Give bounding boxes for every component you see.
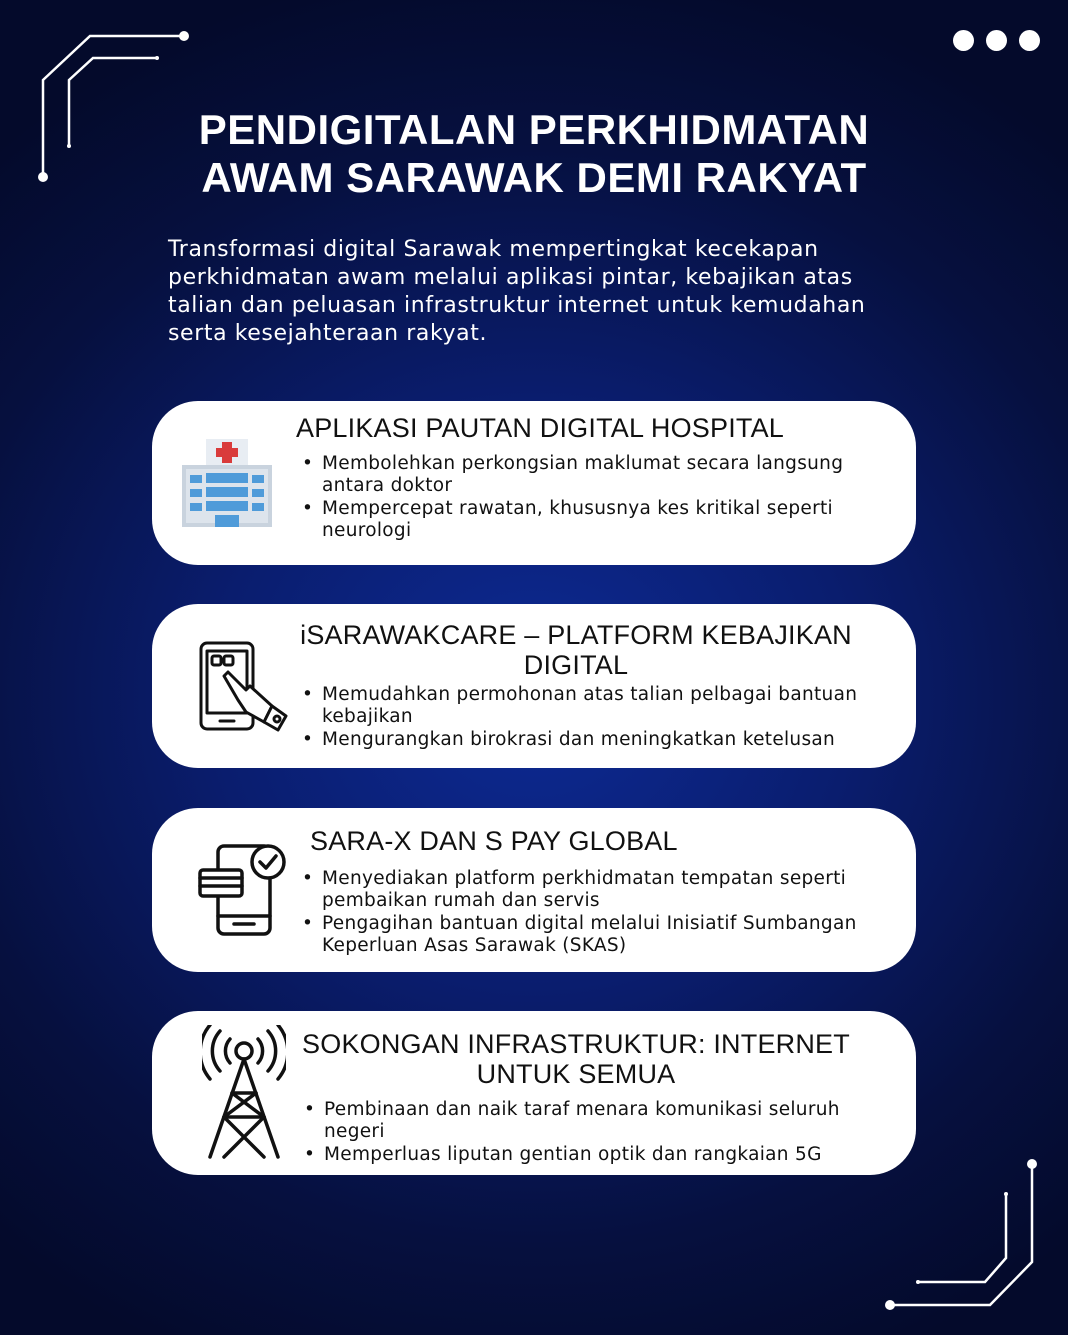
bullet-list: [302, 684, 857, 752]
card-infrastructure: [152, 1011, 916, 1175]
hospital-icon: [182, 437, 272, 529]
title-line: AWAM SARAWAK DEMI RAKYAT: [201, 154, 867, 201]
card-isarawakcare: [152, 604, 916, 768]
bullet-line: • Menyediakan platform perkhidmatan tempatan seperti: [322, 868, 847, 889]
list-item: [302, 453, 843, 497]
more-dots-icon: [953, 30, 1040, 51]
list-item: [302, 868, 857, 912]
intro-paragraph: [168, 236, 928, 348]
card-hospital-app: [152, 401, 916, 565]
list-item: [302, 498, 843, 542]
bullet-line: pembaikan rumah dan servis: [322, 890, 600, 911]
list-item: [302, 913, 857, 957]
card-title: [296, 1029, 856, 1089]
card-title-line: SOKONGAN INFRASTRUKTUR: INTERNET: [302, 1029, 850, 1059]
bullet-line: Keperluan Asas Sarawak (SKAS): [322, 935, 627, 956]
bullet-line: • Mempercepat rawatan, khususnya kes kritikal seperti: [322, 498, 833, 519]
page-title: [0, 106, 1068, 202]
bullet-list: [304, 1099, 840, 1167]
list-item: [304, 1099, 840, 1143]
bullet-list: [302, 453, 843, 543]
card-title-line: DIGITAL: [523, 650, 629, 680]
bullet-line: • Memperluas liputan gentian optik dan rangkaian 5G: [324, 1144, 822, 1165]
bullet-line: negeri: [324, 1121, 385, 1142]
intro-line: talian dan peluasan infrastruktur internet untuk kemudahan: [168, 293, 866, 318]
bullet-line: neurologi: [322, 520, 412, 541]
list-item: [302, 684, 857, 728]
bullet-line: kebajikan: [322, 706, 413, 727]
list-item: [304, 1144, 840, 1166]
bullet-list: [302, 868, 857, 958]
card-title-line: UNTUK SEMUA: [476, 1059, 676, 1089]
list-item: [302, 729, 857, 751]
card-title: [296, 620, 856, 680]
intro-line: Transformasi digital Sarawak mempertingkat kecekapan: [168, 237, 819, 262]
mobile-payment-icon: [198, 842, 290, 938]
bullet-line: • Pembinaan dan naik taraf menara komunikasi seluruh: [324, 1099, 840, 1120]
bullet-line: antara doktor: [322, 475, 453, 496]
bullet-line: • Memudahkan permohonan atas talian pelbagai bantuan: [322, 684, 858, 705]
card-title-line: iSARAWAKCARE – PLATFORM KEBAJIKAN: [300, 620, 852, 650]
title-line: PENDIGITALAN PERKHIDMATAN: [198, 106, 870, 153]
antenna-tower-icon: [202, 1025, 286, 1161]
intro-line: perkhidmatan awam melalui aplikasi pintar, kebajikan atas: [168, 265, 853, 290]
card-title: APLIKASI PAUTAN DIGITAL HOSPITAL: [296, 413, 785, 443]
intro-line: serta kesejahteraan rakyat.: [168, 321, 488, 346]
card-title: SARA-X DAN S PAY GLOBAL: [310, 826, 678, 856]
bullet-line: • Pengagihan bantuan digital melalui Inisiatif Sumbangan: [322, 913, 857, 934]
bullet-line: • Membolehkan perkongsian maklumat secara langsung: [322, 453, 844, 474]
card-sara-x: [152, 808, 916, 972]
tablet-touch-icon: [198, 640, 290, 732]
bullet-line: • Mengurangkan birokrasi dan meningkatkan ketelusan: [322, 729, 836, 750]
